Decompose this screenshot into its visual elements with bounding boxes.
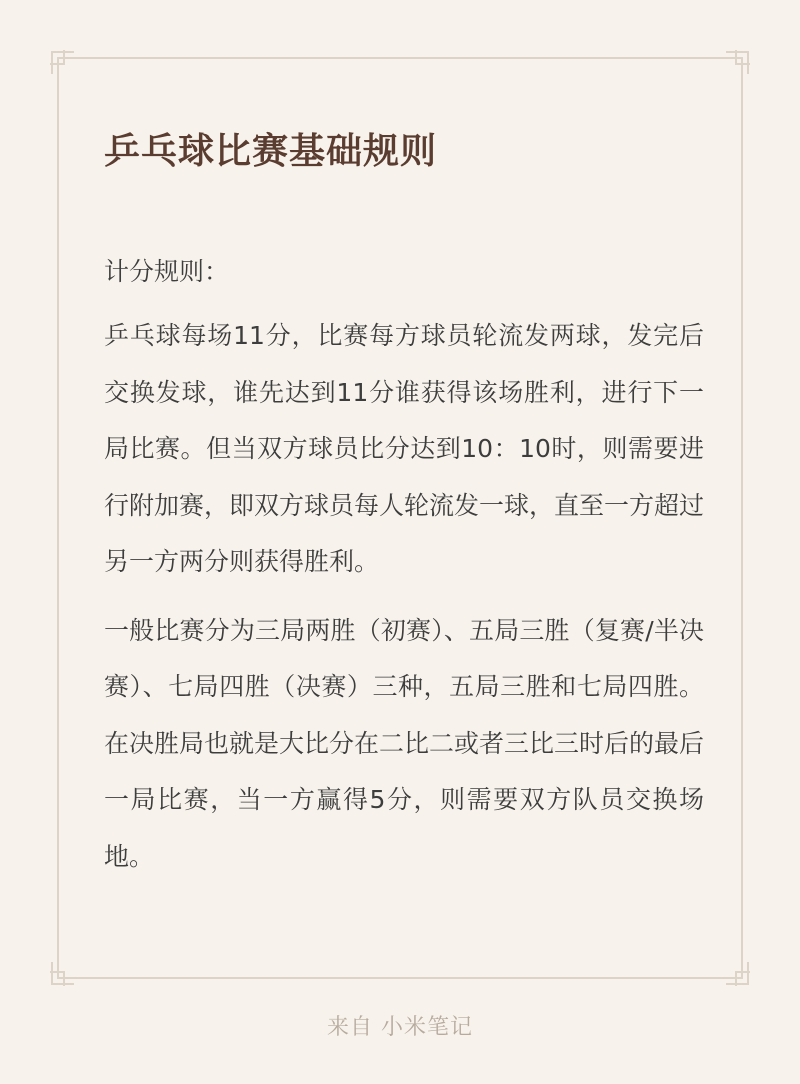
source-footer: 来自 小米笔记 [327, 1015, 473, 1040]
corner-ornament-icon [50, 962, 74, 986]
corner-ornament-icon [726, 50, 750, 74]
section-heading-scoring: 计分规则： [104, 257, 230, 286]
note-content [104, 122, 704, 897]
page-title: 乒乓球比赛基础规则 [104, 131, 438, 172]
corner-ornament-icon [726, 962, 750, 986]
paragraph-match-format: 一般比赛分为三局两胜（初赛）、五局三胜（复赛/半决赛）、七局四胜（决赛）三种，五局三胜和七局四胜。在决胜局也就是大比分在二比二或者三比三时后的最后一局比赛，当一方赢得5分，则需要双方队员交换场地。 [104, 615, 705, 871]
paragraph-scoring-rules: 乒乓球每场11分，比赛每方球员轮流发两球，发完后交换发球，谁先达到11分谁获得该场胜利，进行下一局比赛。但当双方球员比分达到10：10时，则需要进行附加赛，即双方球员每人轮流发一球，直至一方超过另一方两分则获得胜利。 [104, 321, 705, 576]
corner-ornament-icon [50, 50, 74, 74]
